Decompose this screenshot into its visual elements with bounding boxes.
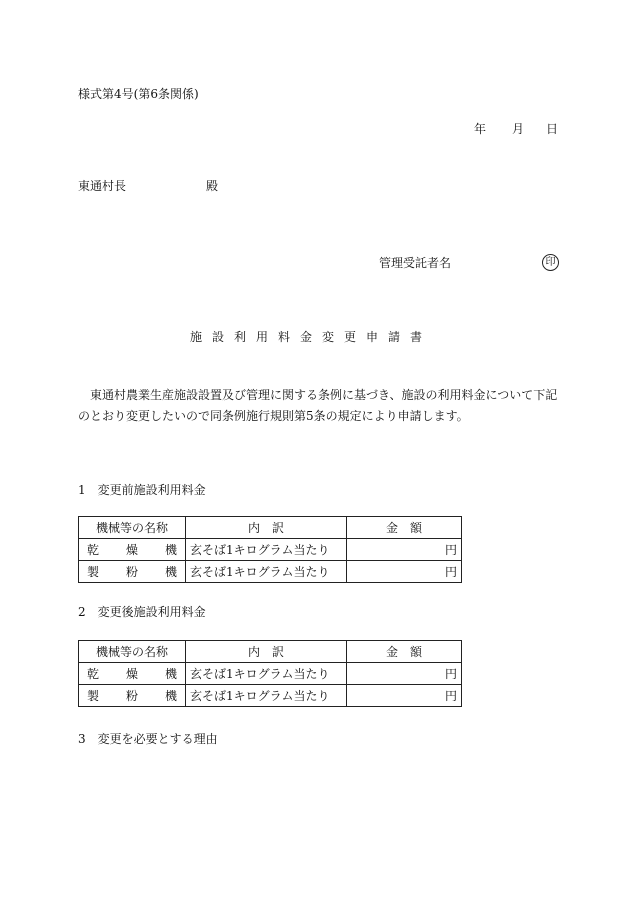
section-reason-heading: 3 変更を必要とする理由 bbox=[78, 732, 218, 746]
amount-cell: 円 bbox=[347, 561, 462, 583]
machine-char: 粉 bbox=[125, 564, 138, 579]
table-row bbox=[79, 539, 462, 561]
machine-char: 乾 bbox=[87, 666, 100, 681]
machine-char: 機 bbox=[164, 542, 177, 557]
addressee-name: 東通村長 bbox=[78, 179, 127, 193]
table-row bbox=[79, 663, 462, 685]
amount-cell: 円 bbox=[347, 539, 462, 561]
header-machine: 機械等の名称 bbox=[79, 517, 186, 539]
date-line bbox=[474, 122, 560, 136]
machine-name bbox=[79, 663, 186, 685]
fee-table-after bbox=[78, 640, 462, 707]
detail-cell: 玄そば1キログラム当たり bbox=[186, 685, 347, 707]
machine-name bbox=[79, 539, 186, 561]
addressee-honorific: 殿 bbox=[206, 179, 219, 193]
header-machine: 機械等の名称 bbox=[79, 641, 186, 663]
amount-cell: 円 bbox=[347, 663, 462, 685]
table-header-row bbox=[79, 641, 462, 663]
machine-char: 製 bbox=[87, 564, 100, 579]
machine-name bbox=[79, 685, 186, 707]
header-amount: 金 額 bbox=[347, 641, 462, 663]
machine-name bbox=[79, 561, 186, 583]
machine-char: 製 bbox=[87, 688, 100, 703]
section-after-heading: 2 変更後施設利用料金 bbox=[78, 605, 206, 619]
date-day: 日 bbox=[546, 122, 559, 136]
header-detail: 内 訳 bbox=[186, 517, 347, 539]
section-before-heading: 1 変更前施設利用料金 bbox=[78, 483, 206, 497]
machine-char: 機 bbox=[164, 688, 177, 703]
machine-char: 燥 bbox=[125, 666, 138, 681]
document-title: 施設利用料金変更申請書 bbox=[190, 330, 433, 344]
date-year: 年 bbox=[474, 122, 487, 136]
table-header-row bbox=[79, 517, 462, 539]
detail-cell: 玄そば1キログラム当たり bbox=[186, 539, 347, 561]
machine-char: 機 bbox=[164, 666, 177, 681]
fee-table-before bbox=[78, 516, 462, 583]
header-amount: 金 額 bbox=[347, 517, 462, 539]
date-month: 月 bbox=[512, 122, 525, 136]
table-row bbox=[79, 685, 462, 707]
seal-mark: 印 bbox=[542, 254, 559, 271]
addressee bbox=[78, 179, 219, 193]
machine-char: 粉 bbox=[125, 688, 138, 703]
machine-char: 乾 bbox=[87, 542, 100, 557]
machine-char: 燥 bbox=[125, 542, 138, 557]
detail-cell: 玄そば1キログラム当たり bbox=[186, 663, 347, 685]
machine-char: 機 bbox=[164, 564, 177, 579]
header-detail: 内 訳 bbox=[186, 641, 347, 663]
amount-cell: 円 bbox=[347, 685, 462, 707]
body-text: 東通村農業生産施設設置及び管理に関する条例に基づき、施設の利用料金について下記のとおり変更したいので同条例施行規則第5条の規定により申請します。 bbox=[78, 388, 558, 423]
form-number: 様式第4号(第6条関係) bbox=[78, 87, 199, 101]
applicant-label: 管理受託者名 bbox=[379, 256, 452, 270]
detail-cell: 玄そば1キログラム当たり bbox=[186, 561, 347, 583]
table-row bbox=[79, 561, 462, 583]
